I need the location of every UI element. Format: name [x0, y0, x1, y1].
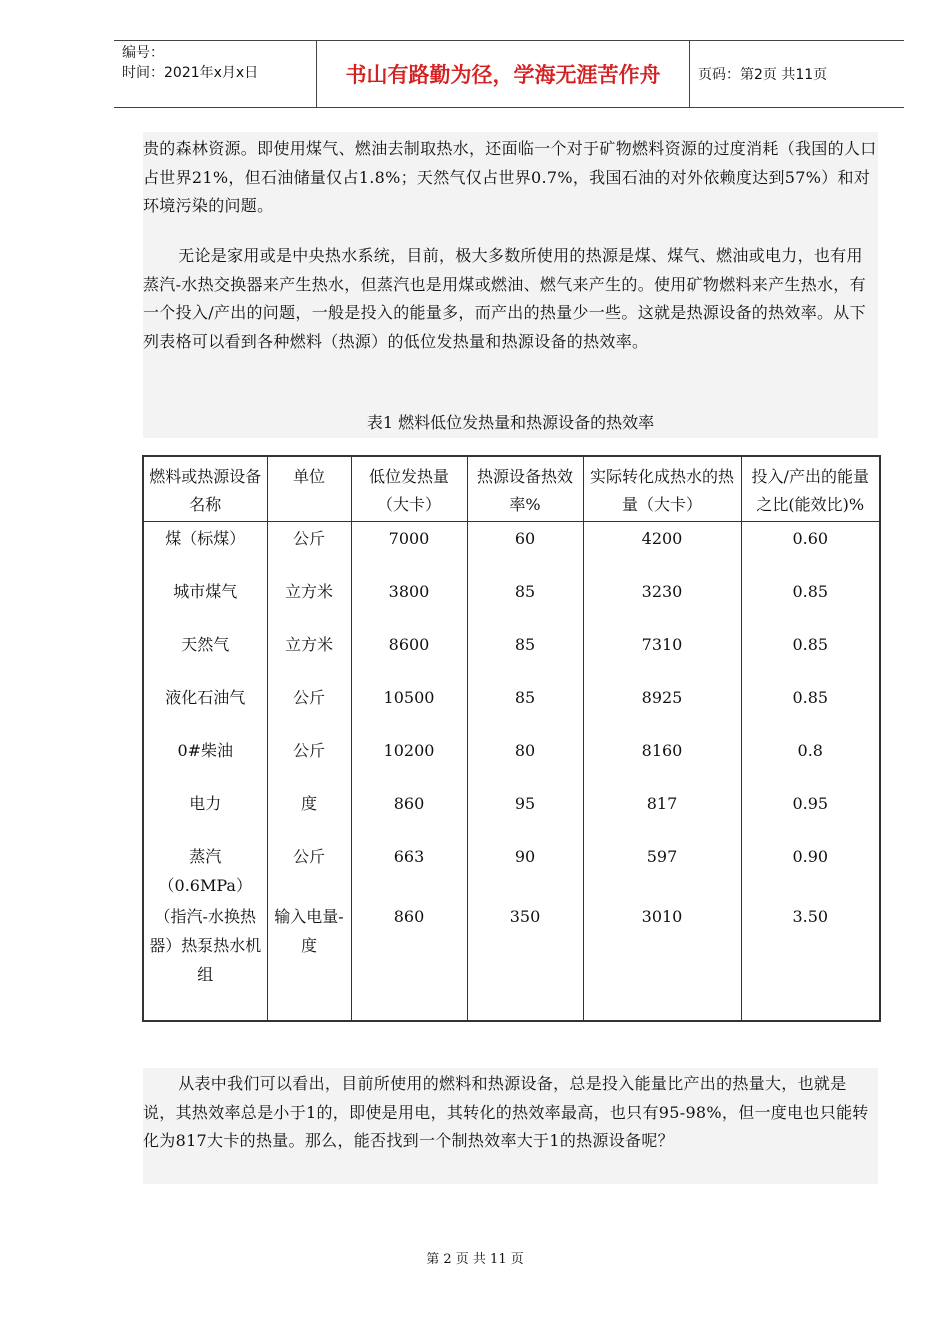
cell-ratio: 0.60: [741, 522, 880, 576]
cell-efficiency: 95: [467, 787, 583, 840]
fuel-efficiency-table: [142, 455, 881, 1022]
cell-unit: 立方米: [267, 575, 351, 628]
cell-calorific: 7000: [351, 522, 467, 576]
cell-ratio: 0.95: [741, 787, 880, 840]
cell-efficiency: 90: [467, 840, 583, 900]
cell-fuel: （指汽-水换热器）热泵热水机组: [143, 900, 267, 1021]
table-row: [143, 575, 880, 628]
cell-fuel: 煤（标煤）: [143, 522, 267, 576]
cell-actual-heat: 8160: [583, 734, 741, 787]
cell-unit: 公斤: [267, 522, 351, 576]
cell-ratio: 0.8: [741, 734, 880, 787]
cell-actual-heat: 3230: [583, 575, 741, 628]
table-row: [143, 787, 880, 840]
table-row: [143, 628, 880, 681]
cell-calorific: 10500: [351, 681, 467, 734]
page-header: [114, 40, 904, 108]
number-label: 编号：: [122, 45, 164, 61]
table-header-row: [143, 456, 880, 522]
cell-efficiency: 350: [467, 900, 583, 1021]
header-energy-ratio: 投入/产出的能量之比(能效比)%: [741, 456, 880, 522]
cell-ratio: 3.50: [741, 900, 880, 1021]
cell-ratio: 0.90: [741, 840, 880, 900]
header-motto: 书山有路勤为径，学海无涯苦作舟: [316, 41, 690, 107]
cell-actual-heat: 7310: [583, 628, 741, 681]
cell-unit: 公斤: [267, 681, 351, 734]
cell-unit: 度: [267, 787, 351, 840]
cell-calorific: 3800: [351, 575, 467, 628]
cell-fuel: 城市煤气: [143, 575, 267, 628]
paragraph-2: 无论是家用或是中央热水系统，目前，极大多数所使用的热源是煤、煤气、燃油或电力，也有用蒸汽-水热交换器来产生热水，但蒸汽也是用煤或燃油、燃气来产生的。使用矿物燃料来产生热水，有一个投入/产出的问题，一般是投入的能量多，而产出的热量少一些。这就是热源设备的热效率。从下列表格可以看到各种燃料（热源）的低位发热量和热源设备的热效率。: [143, 246, 866, 351]
time-label: 时间：2021年x月x日: [122, 65, 259, 81]
header-thermal-efficiency: 热源设备热效率%: [467, 456, 583, 522]
cell-efficiency: 80: [467, 734, 583, 787]
header-unit: 单位: [267, 456, 351, 522]
cell-unit: 输入电量-度: [267, 900, 351, 1021]
cell-fuel: 蒸汽（0.6MPa）: [143, 840, 267, 900]
cell-ratio: 0.85: [741, 628, 880, 681]
cell-actual-heat: 8925: [583, 681, 741, 734]
header-calorific-value: 低位发热量（大卡）: [351, 456, 467, 522]
table-caption: 表1 燃料低位发热量和热源设备的热效率: [366, 413, 655, 432]
cell-calorific: 8600: [351, 628, 467, 681]
table-row: [143, 900, 880, 1021]
cell-efficiency: 60: [467, 522, 583, 576]
cell-fuel: 0#柴油: [143, 734, 267, 787]
header-actual-heat: 实际转化成热水的热量（大卡）: [583, 456, 741, 522]
cell-calorific: 10200: [351, 734, 467, 787]
cell-actual-heat: 597: [583, 840, 741, 900]
cell-actual-heat: 817: [583, 787, 741, 840]
header-page-number: 页码：第2页 共11页: [698, 67, 828, 83]
cell-actual-heat: 4200: [583, 522, 741, 576]
table-row: [143, 522, 880, 576]
cell-fuel: 天然气: [143, 628, 267, 681]
cell-ratio: 0.85: [741, 575, 880, 628]
cell-calorific: 860: [351, 787, 467, 840]
table-row: [143, 681, 880, 734]
cell-fuel: 电力: [143, 787, 267, 840]
cell-actual-heat: 3010: [583, 900, 741, 1021]
table-row: [143, 840, 880, 900]
cell-efficiency: 85: [467, 628, 583, 681]
table-row: [143, 734, 880, 787]
cell-efficiency: 85: [467, 681, 583, 734]
paragraph-3: 从表中我们可以看出，目前所使用的燃料和热源设备，总是投入能量比产出的热量大，也就是说，其热效率总是小于1的，即使是用电，其转化的热效率最高，也只有95-98%，但一度电也只能转化为817大卡的热量。那么，能否找到一个制热效率大于1的热源设备呢？: [143, 1074, 869, 1150]
cell-fuel: 液化石油气: [143, 681, 267, 734]
cell-calorific: 860: [351, 900, 467, 1021]
header-meta: [114, 41, 314, 107]
cell-unit: 公斤: [267, 734, 351, 787]
cell-calorific: 663: [351, 840, 467, 900]
header-fuel-name: 燃料或热源设备名称: [143, 456, 267, 522]
cell-unit: 公斤: [267, 840, 351, 900]
cell-ratio: 0.85: [741, 681, 880, 734]
cell-efficiency: 85: [467, 575, 583, 628]
paragraph-1: 贵的森林资源。即使用煤气、燃油去制取热水，还面临一个对于矿物燃料资源的过度消耗（我国的人口占世界21%，但石油储量仅占1.8%；天然气仅占世界0.7%，我国石油的对外依赖度达到57%）和对环境污染的问题。: [143, 139, 877, 215]
cell-unit: 立方米: [267, 628, 351, 681]
page-footer: 第 2 页 共 11 页: [426, 1252, 524, 1267]
